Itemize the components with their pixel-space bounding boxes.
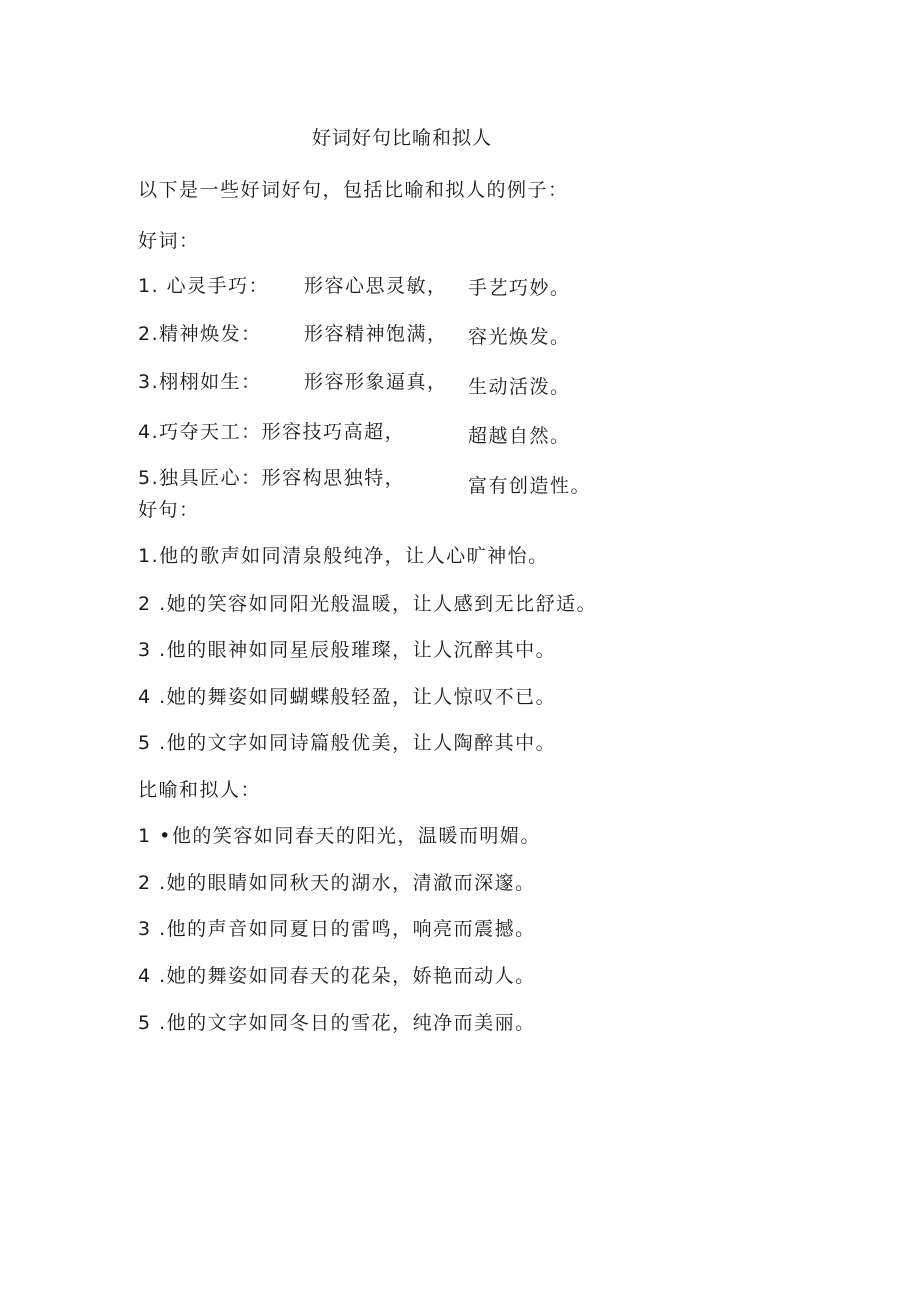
figurative-item: [138, 917, 536, 941]
word-term: 2.精神焕发：: [138, 323, 262, 345]
figurative-heading: 比喻和拟人：: [138, 779, 262, 801]
word-term: 5.独具匠心：形容构思独特，: [138, 467, 406, 489]
figurative-number: 4 .: [138, 965, 167, 987]
sentence-text: 她的舞姿如同蝴蝶般轻盈，让人惊叹不已。: [166, 686, 557, 708]
figurative-text: 他的文字如同冬日的雪花，纯净而美丽。: [166, 1012, 536, 1034]
figurative-item: [138, 871, 536, 895]
sentence-text: 他的歌声如同清泉般纯净，让人心旷神怡。: [159, 545, 549, 567]
sentence-number: 5 .: [138, 732, 167, 754]
sentence-item: [138, 731, 556, 755]
word-desc: 手艺巧妙。: [468, 277, 571, 299]
sentence-item: [138, 638, 556, 662]
figurative-text: 她的舞姿如同春天的花朵，娇艳而动人。: [166, 965, 536, 987]
word-term: 1. 心灵手巧：: [138, 275, 270, 297]
sentence-item: [138, 592, 597, 616]
word-desc: 形容形象逼真，: [304, 371, 448, 393]
sentence-item: [138, 685, 556, 709]
word-desc: 容光焕发。: [468, 326, 571, 348]
sentence-number: 3 .: [138, 639, 167, 661]
sentence-number: 1.: [138, 545, 160, 567]
word-term: 3.栩栩如生：: [138, 371, 262, 393]
figurative-item: [138, 964, 536, 988]
figurative-item: [138, 1011, 536, 1035]
word-desc: 富有创造性。: [468, 475, 592, 497]
word-desc: 生动活泼。: [468, 376, 571, 398]
figurative-number: 2 .: [138, 872, 167, 894]
word-desc: 形容心思灵敏，: [304, 275, 448, 297]
figurative-text: 他的笑容如同春天的阳光，温暖而明媚。: [171, 825, 541, 847]
page-title: 好词好句比喻和拟人: [312, 127, 493, 149]
sentence-item: [138, 544, 549, 568]
word-desc: 超越自然。: [468, 425, 571, 447]
word-desc: 形容精神饱满，: [304, 323, 448, 345]
figurative-number: 5 .: [138, 1012, 167, 1034]
intro-paragraph: 以下是一些好词好句，包括比喻和拟人的例子：: [138, 179, 569, 201]
sentence-text: 她的笑容如同阳光般温暖，让人感到无比舒适。: [166, 593, 598, 615]
words-heading: 好词：: [138, 230, 200, 252]
figurative-text: 她的眼睛如同秋天的湖水，清澈而深邃。: [166, 872, 536, 894]
sentence-number: 4 .: [138, 686, 167, 708]
sentence-number: 2 .: [138, 593, 167, 615]
figurative-text: 他的声音如同夏日的雷鸣，响亮而震撼。: [166, 918, 536, 940]
sentence-text: 他的眼神如同星辰般璀璨，让人沉醉其中。: [166, 639, 557, 661]
sentences-heading: 好句：: [138, 499, 200, 521]
figurative-number: 1 •: [138, 825, 172, 847]
sentence-text: 他的文字如同诗篇般优美，让人陶醉其中。: [166, 732, 557, 754]
word-term: 4.巧夺天工：形容技巧高超，: [138, 421, 406, 443]
figurative-number: 3 .: [138, 918, 167, 940]
figurative-item: [138, 824, 541, 848]
